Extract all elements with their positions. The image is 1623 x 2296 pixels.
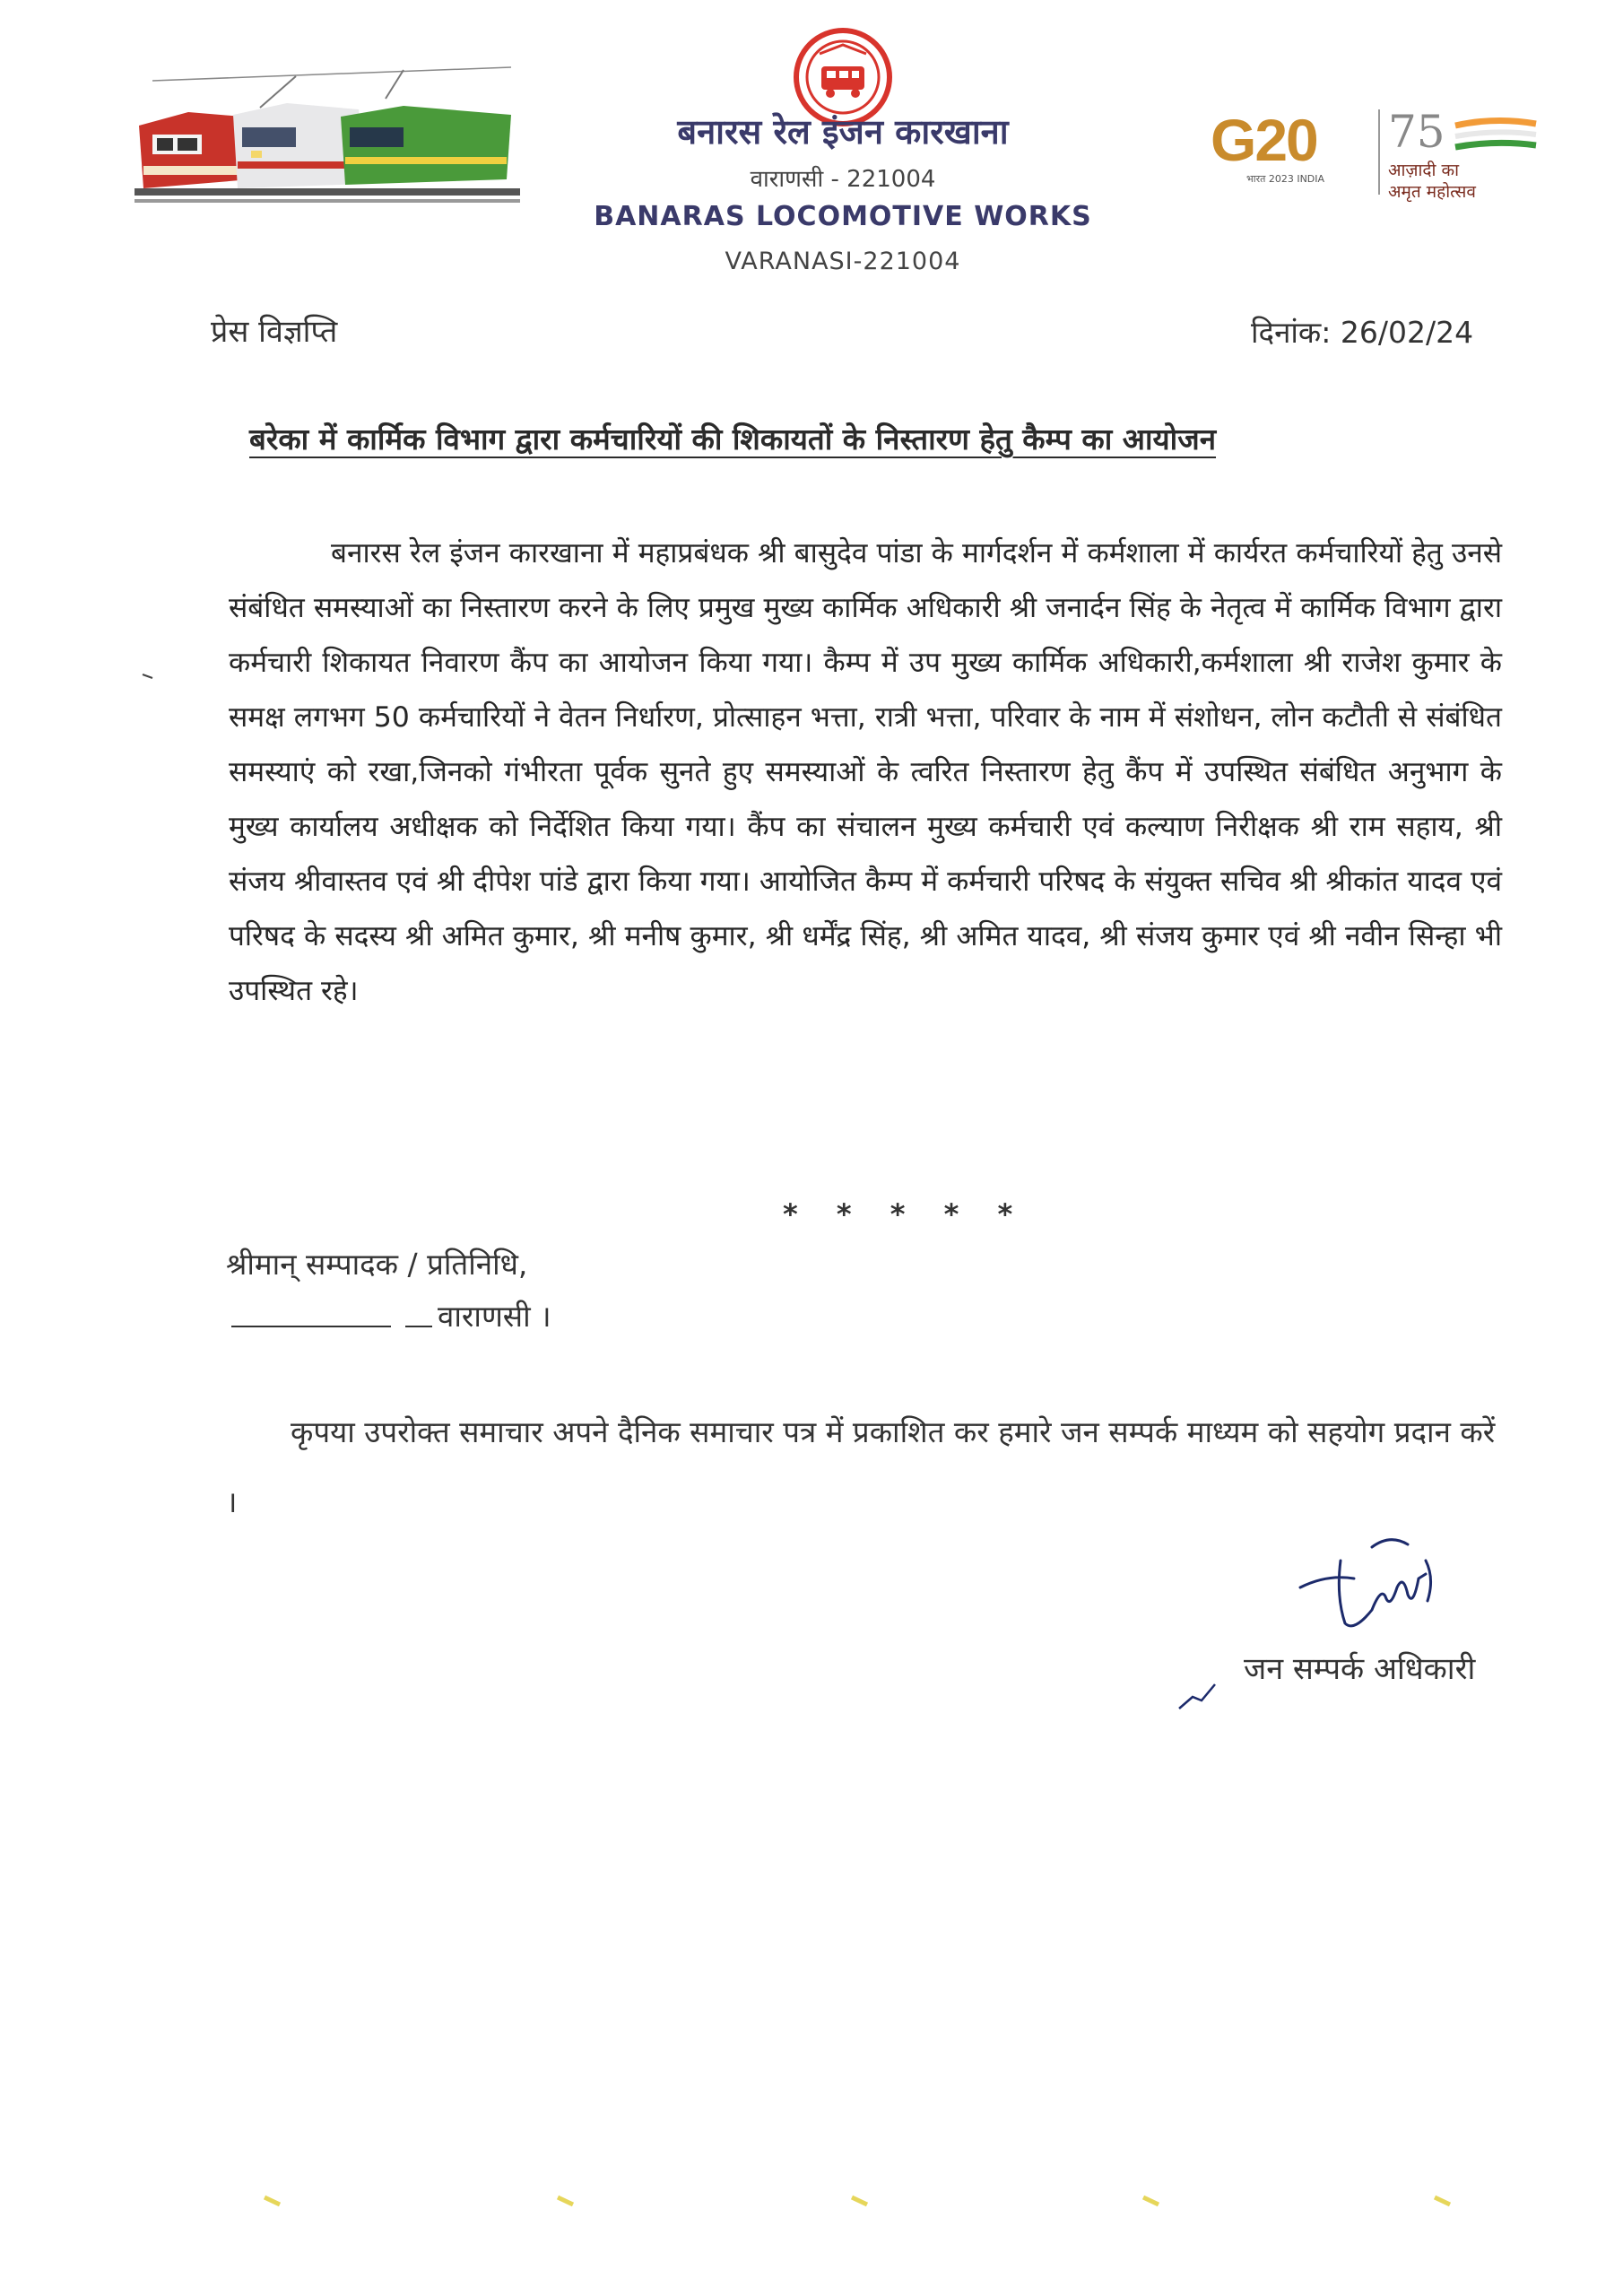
press-release-label: प्रेस विज्ञप्ति	[211, 314, 338, 350]
g20-logo-text: G20	[1211, 107, 1317, 173]
org-city-english: VARANASI-221004	[725, 248, 961, 275]
azadi-ka-amrit-mahotsav-logo	[1388, 106, 1549, 204]
footer-marks	[0, 2188, 1623, 2215]
g20-logo	[1211, 106, 1372, 191]
tricolor-flag-icon	[1451, 117, 1541, 152]
stray-mark	[142, 673, 154, 680]
section-separator: * * * * *	[783, 1197, 1028, 1231]
publication-request: कृपया उपरोक्त समाचार अपने दैनिक समाचार पत्र में प्रकाशित कर हमारे जन सम्पर्क माध्यम को सहयोग प्रदान करें ।	[226, 1414, 1496, 1519]
headline: बरेका में कार्मिक विभाग द्वारा कर्मचारियों की शिकायतों के निस्तारण हेतु कैम्प का आयोजन	[249, 422, 1217, 457]
azadi-logo-line1: आज़ादी का	[1388, 161, 1459, 180]
org-city-hindi: वाराणसी - 221004	[750, 166, 936, 193]
signatory-designation: जन सम्पर्क अधिकारी	[1244, 1651, 1476, 1687]
body-paragraph: बनारस रेल इंजन कारखाना में महाप्रबंधक श्री बासुदेव पांडा के मार्गदर्शन में कर्मशाला में कार्यरत कर्मचारियों हेतु उनसे संबंधित समस्याओं का निस्तारण करने के लिए प्रमुख मुख्य कार्मिक अधिकारी श्री जनार्दन सिंह के नेतृत्व में कार्मिक विभाग द्वारा कर्मचारी शिकायत निवारण कैंप का आयोजन किया गया। कैम्प में उप मुख्य कार्मिक अधिकारी,कर्मशाला श्री राजेश कुमार के समक्ष लगभग 50 कर्मचारियों ने वेतन निर्धारण, प्रोत्साहन भत्ता, रात्री भत्ता, परिवार के नाम में संशोधन, लोन कटौती से संबंधित समस्याएं को रखा,जिनको गंभीरता पूर्वक सुनते हुए समस्याओं के त्वरित निस्तारण हेतु कैंप में उपस्थित संबंधित अनुभाग के मुख्य कार्यालय अधीक्षक को निर्देशित किया गया। कैंप का संचालन मुख्य कर्मचारी एवं कल्याण निरीक्षक श्री राम सहाय, श्री संजय श्रीवास्तव एवं श्री दीपेश पांडे द्वारा किया गया। आयोजित कैम्प में कर्मचारी परिषद के संयुक्त सचिव श्री श्रीकांत यादव एवं परिषद के सदस्य श्री अमित कुमार, श्री मनीष कुमार, श्री धर्मेंद्र सिंह, श्री अमित यादव, श्री संजय कुमार एवं श्री नवीन सिन्हा भी उपस्थित रहे।	[229, 537, 1502, 1007]
addressee-line1: श्रीमान् सम्पादक / प्रतिनिधि,	[226, 1247, 528, 1282]
org-name-hindi: बनारस रेल इंजन कारखाना	[677, 112, 1009, 152]
pen-mark-icon	[1175, 1677, 1219, 1713]
logo-divider	[1378, 109, 1380, 195]
azadi-logo-line2: अमृत महोत्सव	[1388, 182, 1476, 202]
azadi-logo-number: 75	[1388, 106, 1445, 158]
g20-logo-subtext: भारत 2023 INDIA	[1246, 173, 1325, 185]
blank-line-short	[405, 1326, 432, 1327]
blank-line	[231, 1326, 391, 1327]
handwritten-signature	[1291, 1525, 1471, 1650]
org-name-english: BANARAS LOCOMOTIVE WORKS	[594, 201, 1092, 232]
release-date: दिनांक: 26/02/24	[1251, 315, 1474, 350]
addressee-line2: वाराणसी ।	[438, 1299, 551, 1334]
